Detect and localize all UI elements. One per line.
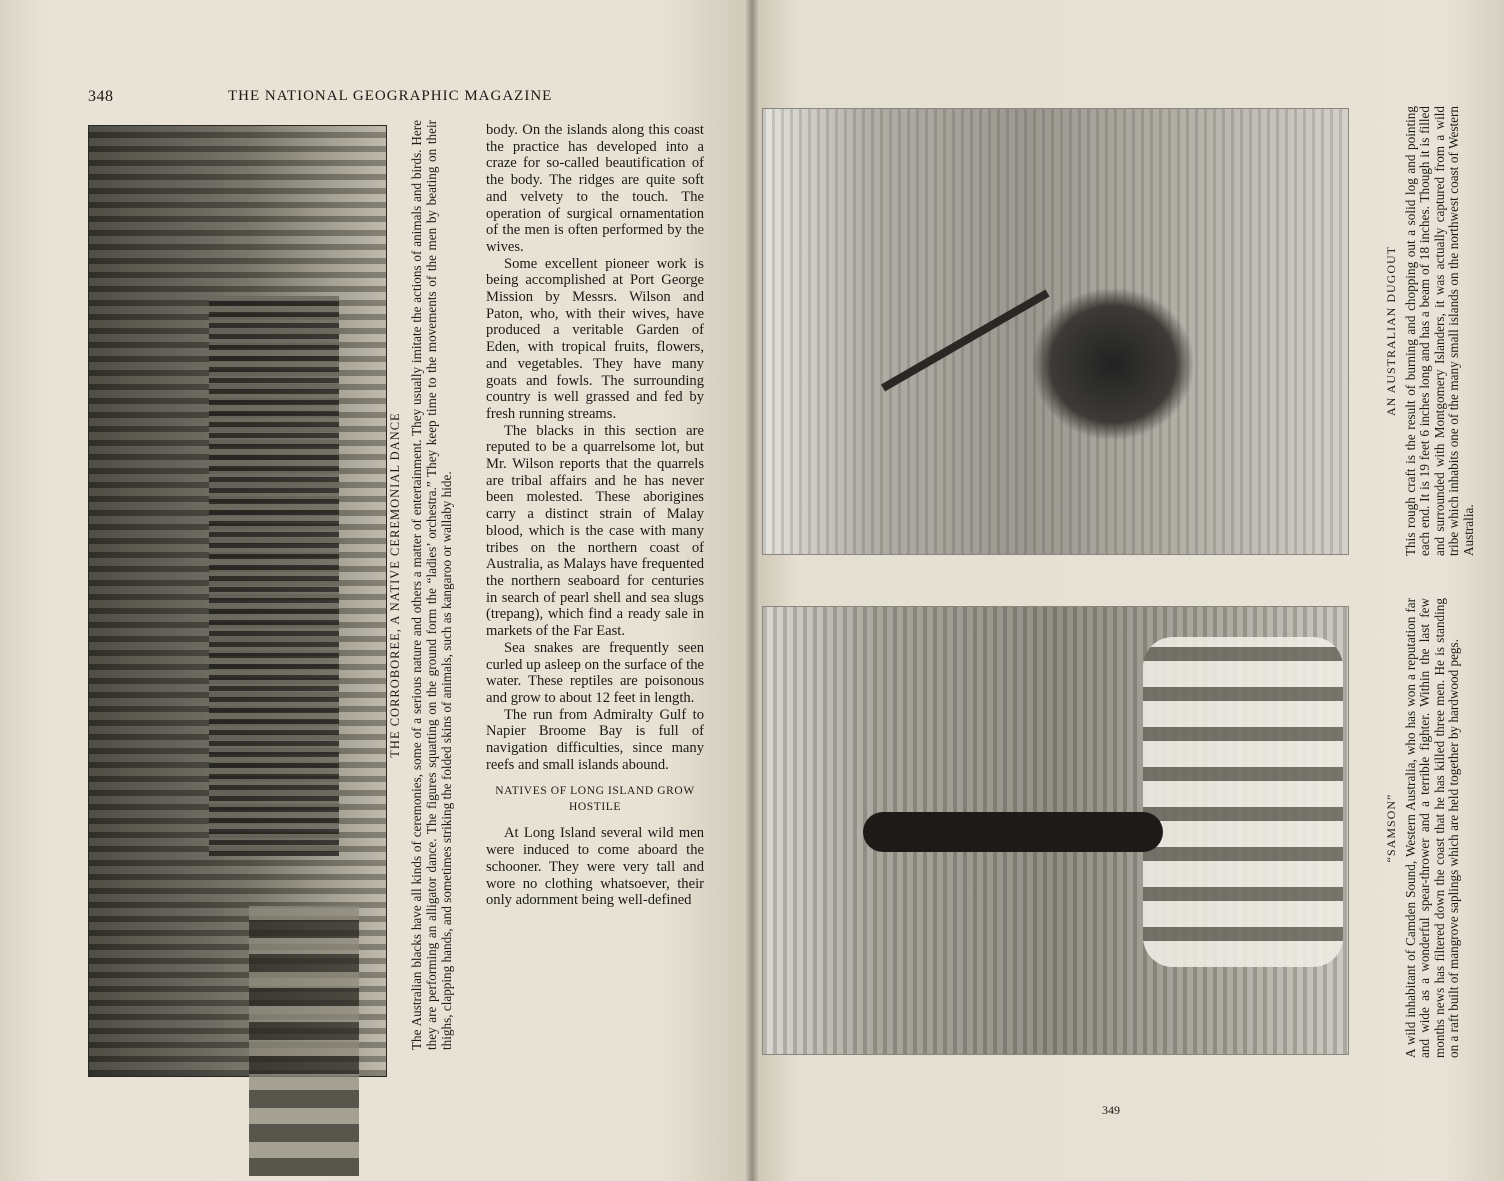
article-column: [486, 122, 704, 909]
paragraph: Some excellent pioneer work is being accomplished at Port George Mission by Messrs. Wilson and Paton, who, with their wives, have produced a veritable Garden of Eden, with tropical fruits, flowers, and vegetables. They have many goats and fowls. The surrounding country is well grassed and fed by fresh running streams.: [486, 255, 704, 422]
caption-title: “SAMSON”: [1384, 793, 1398, 863]
standing-man-shape: [863, 812, 1163, 852]
page-number: 348: [88, 88, 114, 105]
paragraph: At Long Island several wild men were induced to come aboard the schooner. They were very tall and wore no clothing whatsoever, their only adornment being well-defined: [486, 825, 704, 909]
section-subhead: NATIVES OF LONG ISLAND GROW HOSTILE: [495, 785, 695, 814]
paragraph: Sea snakes are frequently seen curled up asleep on the surface of the water. These reptiles are poisonous and grow to about 12 feet in length.: [486, 639, 704, 706]
dancers-figures: [209, 296, 339, 856]
paragraph: The blacks in this section are reputed to be a quarrelsome lot, but Mr. Wilson reports that the quarrels are tribal affairs and he has never been molested. These aborigines carry a distinct strain of Malay blood, which is the case with many tribes on the northern coast of Australia, as Malays have frequented the northern seaboard for centuries in search of pearl shell and sea slugs (trepang), which find a ready sale in markets of the Far East.: [486, 422, 704, 640]
caption-title: AN AUSTRALIAN DUGOUT: [1384, 246, 1398, 416]
dugout-canoe-shape: [1033, 289, 1193, 439]
corroboree-caption: [388, 120, 483, 1050]
samson-caption: [1384, 598, 1474, 1058]
raft-shape: [1143, 637, 1343, 967]
caption-title: THE CORROBOREE, A NATIVE CEREMONIAL DANCE: [388, 412, 402, 758]
samson-photo: [762, 606, 1349, 1055]
corroboree-photo: [88, 125, 387, 1077]
caption-text: The Australian blacks have all kinds of ceremonies, some of a serious nature and others a matter of entertainment. They usually imitate the actions of animals and birds. Here they are performing an alligator dance. The figures squatting on the ground form the “ladies’ orchestra.” They keep time to the movements of the men by beating on their thighs, clapping hands, and sometimes striking the folded skins of animals, such as kangaroo or wallaby hide.: [409, 120, 454, 1050]
seated-figures: [249, 906, 359, 1176]
paddle-shape: [881, 290, 1050, 392]
running-head: THE NATIONAL GEOGRAPHIC MAGAZINE: [228, 88, 553, 104]
dugout-photo: [762, 108, 1349, 555]
dugout-caption: [1384, 106, 1474, 556]
page-number: 349: [1102, 1103, 1120, 1117]
paragraph: body. On the islands along this coast the practice has developed into a craze for so-called beautification of the body. The ridges are quite soft and velvety to the touch. The operation of surgical ornamentation of the men is often performed by the wives.: [486, 122, 704, 255]
paragraph: The run from Admiralty Gulf to Napier Broome Bay is full of navigation difficulties, since many reefs and small islands abound.: [486, 706, 704, 773]
caption-text: A wild inhabitant of Camden Sound, Western Australia, who has won a reputation far and wide as a wonderful spear-thrower and a terrible fighter. Within the last few months news has filtered down the coast that he has killed three men. He is standing on a raft built of mangrove saplings which are held together by hardwood pegs.: [1402, 598, 1462, 1058]
book-spine: [746, 0, 758, 1181]
caption-text: This rough craft is the result of burning and chopping out a solid log and pointing each end. It is 19 feet 6 inches long and has a beam of 18 inches. Though it is filled and surrounded with Montgomery Islanders, it was actually captured from a wild tribe which inhabits one of the many small islands on the northwest coast of Western Australia.: [1402, 106, 1476, 556]
